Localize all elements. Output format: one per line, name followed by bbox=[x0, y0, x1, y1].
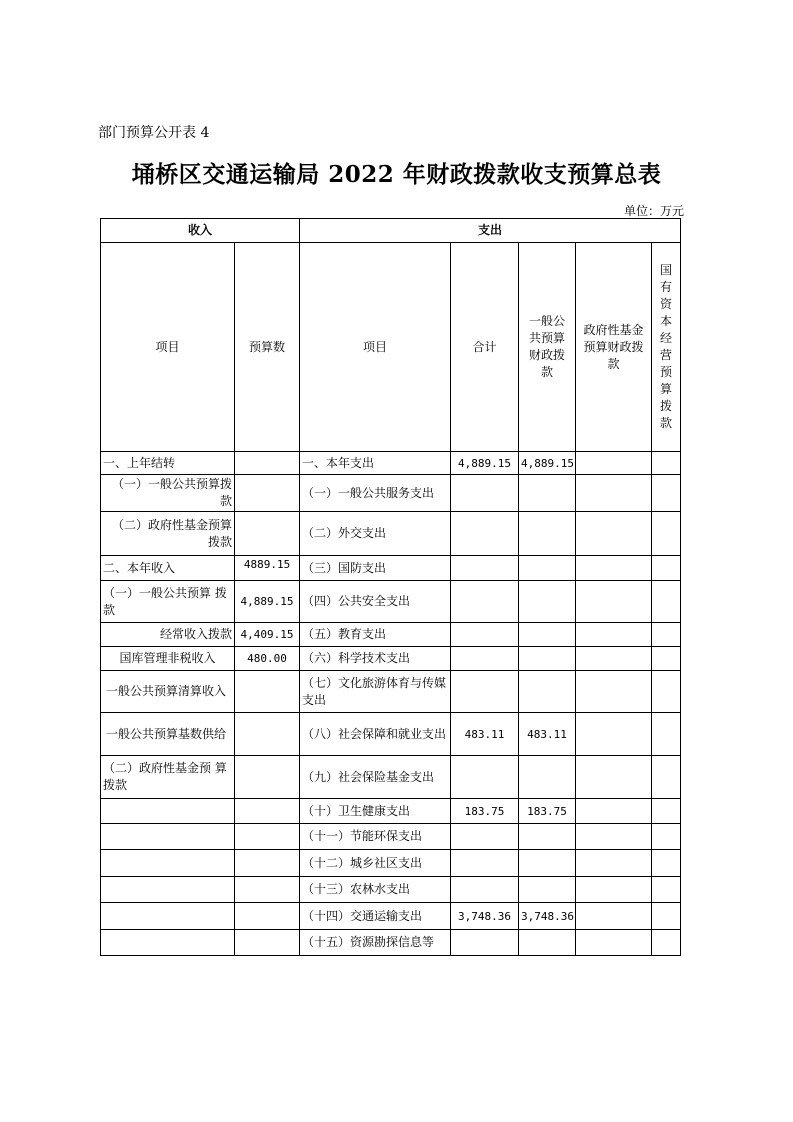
expense-item-cell: （十三）农林水支出 bbox=[300, 877, 451, 903]
total-cell bbox=[451, 877, 519, 903]
income-value-cell bbox=[235, 850, 300, 877]
fund-cell bbox=[576, 512, 652, 556]
general-cell bbox=[519, 850, 576, 877]
fund-cell bbox=[576, 877, 652, 903]
total-cell bbox=[451, 556, 519, 581]
state-cell bbox=[652, 581, 681, 623]
income-item-cell bbox=[101, 799, 235, 824]
general-cell: 183.75 bbox=[519, 799, 576, 824]
general-cell bbox=[519, 824, 576, 850]
general-budget-header: 一般公共预算财政拨款 bbox=[519, 243, 576, 452]
income-item-cell: （一）一般公共预算 拨款 bbox=[101, 581, 235, 623]
expense-item-cell: （十一）节能环保支出 bbox=[300, 824, 451, 850]
state-cell bbox=[652, 903, 681, 930]
income-item-cell: 一般公共预算清算收入 bbox=[101, 671, 235, 713]
column-header-row bbox=[101, 243, 681, 452]
general-cell bbox=[519, 756, 576, 799]
expense-item-cell: （六）科学技术支出 bbox=[300, 647, 451, 671]
income-value-cell bbox=[235, 713, 300, 756]
table-row bbox=[101, 671, 681, 713]
fund-cell bbox=[576, 556, 652, 581]
expense-item-cell: （十）卫生健康支出 bbox=[300, 799, 451, 824]
table-row bbox=[101, 824, 681, 850]
state-cell bbox=[652, 824, 681, 850]
expense-item-cell: （一）一般公共服务支出 bbox=[300, 475, 451, 512]
general-cell bbox=[519, 623, 576, 647]
table-row bbox=[101, 452, 681, 475]
fund-cell bbox=[576, 671, 652, 713]
state-cell bbox=[652, 877, 681, 903]
income-item-cell bbox=[101, 850, 235, 877]
income-value-cell: 4889.15 bbox=[235, 556, 300, 581]
state-cell bbox=[652, 556, 681, 581]
income-value-cell bbox=[235, 799, 300, 824]
total-cell bbox=[451, 671, 519, 713]
total-cell bbox=[451, 850, 519, 877]
table-row bbox=[101, 850, 681, 877]
general-cell bbox=[519, 581, 576, 623]
table-row bbox=[101, 756, 681, 799]
general-cell bbox=[519, 512, 576, 556]
income-value-cell bbox=[235, 903, 300, 930]
budget-table bbox=[100, 218, 681, 956]
income-value-cell bbox=[235, 930, 300, 956]
expense-item-cell: （十二）城乡社区支出 bbox=[300, 850, 451, 877]
total-cell bbox=[451, 824, 519, 850]
expense-item-header: 项目 bbox=[300, 243, 451, 452]
table-row bbox=[101, 799, 681, 824]
expense-item-cell: （七）文化旅游体育与传媒支出 bbox=[300, 671, 451, 713]
total-cell bbox=[451, 475, 519, 512]
expense-item-cell: （九）社会保险基金支出 bbox=[300, 756, 451, 799]
general-cell: 3,748.36 bbox=[519, 903, 576, 930]
state-cell bbox=[652, 756, 681, 799]
income-value-cell bbox=[235, 756, 300, 799]
state-cell bbox=[652, 647, 681, 671]
fund-cell bbox=[576, 930, 652, 956]
expense-item-cell: （二）外交支出 bbox=[300, 512, 451, 556]
state-cell bbox=[652, 623, 681, 647]
income-value-cell bbox=[235, 512, 300, 556]
table-row bbox=[101, 623, 681, 647]
income-budget-header: 预算数 bbox=[235, 243, 300, 452]
income-item-cell: 一般公共预算基数供给 bbox=[101, 713, 235, 756]
total-cell: 483.11 bbox=[451, 713, 519, 756]
total-header: 合计 bbox=[451, 243, 519, 452]
income-value-cell: 480.00 bbox=[235, 647, 300, 671]
income-value-cell: 4,409.15 bbox=[235, 623, 300, 647]
expense-item-cell: （十五）资源勘探信息等 bbox=[300, 930, 451, 956]
fund-cell bbox=[576, 713, 652, 756]
state-capital-header: 国有资本经营预算拨款 bbox=[652, 243, 681, 452]
fund-cell bbox=[576, 850, 652, 877]
table-row bbox=[101, 877, 681, 903]
expense-item-cell: （四）公共安全支出 bbox=[300, 581, 451, 623]
income-item-cell bbox=[101, 903, 235, 930]
fund-budget-header: 政府性基金预算财政拨款 bbox=[576, 243, 652, 452]
state-cell bbox=[652, 671, 681, 713]
document-label: 部门预算公开表 4 bbox=[98, 125, 210, 141]
total-cell bbox=[451, 756, 519, 799]
total-cell bbox=[451, 930, 519, 956]
income-item-cell: （二）政府性基金预算拨款 bbox=[101, 512, 235, 556]
table-row bbox=[101, 556, 681, 581]
table-row bbox=[101, 930, 681, 956]
fund-cell bbox=[576, 903, 652, 930]
total-cell bbox=[451, 581, 519, 623]
fund-cell bbox=[576, 756, 652, 799]
unit-label: 单位：万元 bbox=[623, 204, 684, 218]
income-value-cell bbox=[235, 671, 300, 713]
general-cell bbox=[519, 475, 576, 512]
fund-cell bbox=[576, 623, 652, 647]
fund-cell bbox=[576, 581, 652, 623]
income-value-cell bbox=[235, 452, 300, 475]
total-cell: 4,889.15 bbox=[451, 452, 519, 475]
state-cell bbox=[652, 452, 681, 475]
general-cell bbox=[519, 556, 576, 581]
fund-cell bbox=[576, 475, 652, 512]
income-value-cell bbox=[235, 824, 300, 850]
expense-item-cell: （十四）交通运输支出 bbox=[300, 903, 451, 930]
expense-item-cell: 一、本年支出 bbox=[300, 452, 451, 475]
income-item-cell: （二）政府性基金预 算拨款 bbox=[101, 756, 235, 799]
general-cell: 483.11 bbox=[519, 713, 576, 756]
general-cell bbox=[519, 930, 576, 956]
expense-item-cell: （八）社会保障和就业支出 bbox=[300, 713, 451, 756]
state-cell bbox=[652, 475, 681, 512]
total-cell: 183.75 bbox=[451, 799, 519, 824]
general-cell bbox=[519, 877, 576, 903]
income-item-header: 项目 bbox=[101, 243, 235, 452]
expense-item-cell: （五）教育支出 bbox=[300, 623, 451, 647]
state-cell bbox=[652, 512, 681, 556]
income-item-cell bbox=[101, 877, 235, 903]
table-row bbox=[101, 903, 681, 930]
state-cell bbox=[652, 799, 681, 824]
state-cell bbox=[652, 930, 681, 956]
general-cell bbox=[519, 671, 576, 713]
total-cell bbox=[451, 647, 519, 671]
income-value-cell: 4,889.15 bbox=[235, 581, 300, 623]
expense-item-cell: （三）国防支出 bbox=[300, 556, 451, 581]
section-header-row bbox=[101, 219, 681, 243]
income-section-header: 收入 bbox=[101, 219, 300, 243]
expense-section-header: 支出 bbox=[300, 219, 681, 243]
table-row bbox=[101, 581, 681, 623]
income-item-cell: 一、上年结转 bbox=[101, 452, 235, 475]
general-cell: 4,889.15 bbox=[519, 452, 576, 475]
page-title: 埇桥区交通运输局 2022 年财政拨款收支预算总表 bbox=[131, 161, 662, 188]
income-item-cell: 国库管理非税收入 bbox=[101, 647, 235, 671]
income-item-cell: 二、本年收入 bbox=[101, 556, 235, 581]
income-value-cell bbox=[235, 877, 300, 903]
income-value-cell bbox=[235, 475, 300, 512]
income-item-cell: 经常收入拨款 bbox=[101, 623, 235, 647]
fund-cell bbox=[576, 452, 652, 475]
income-item-cell bbox=[101, 824, 235, 850]
table-row bbox=[101, 512, 681, 556]
fund-cell bbox=[576, 824, 652, 850]
state-cell bbox=[652, 850, 681, 877]
total-cell bbox=[451, 512, 519, 556]
table-row bbox=[101, 713, 681, 756]
total-cell: 3,748.36 bbox=[451, 903, 519, 930]
total-cell bbox=[451, 623, 519, 647]
income-item-cell bbox=[101, 930, 235, 956]
fund-cell bbox=[576, 647, 652, 671]
table-row bbox=[101, 647, 681, 671]
income-item-cell: （一）一般公共预算拨款 bbox=[101, 475, 235, 512]
state-cell bbox=[652, 713, 681, 756]
general-cell bbox=[519, 647, 576, 671]
fund-cell bbox=[576, 799, 652, 824]
table-row bbox=[101, 475, 681, 512]
